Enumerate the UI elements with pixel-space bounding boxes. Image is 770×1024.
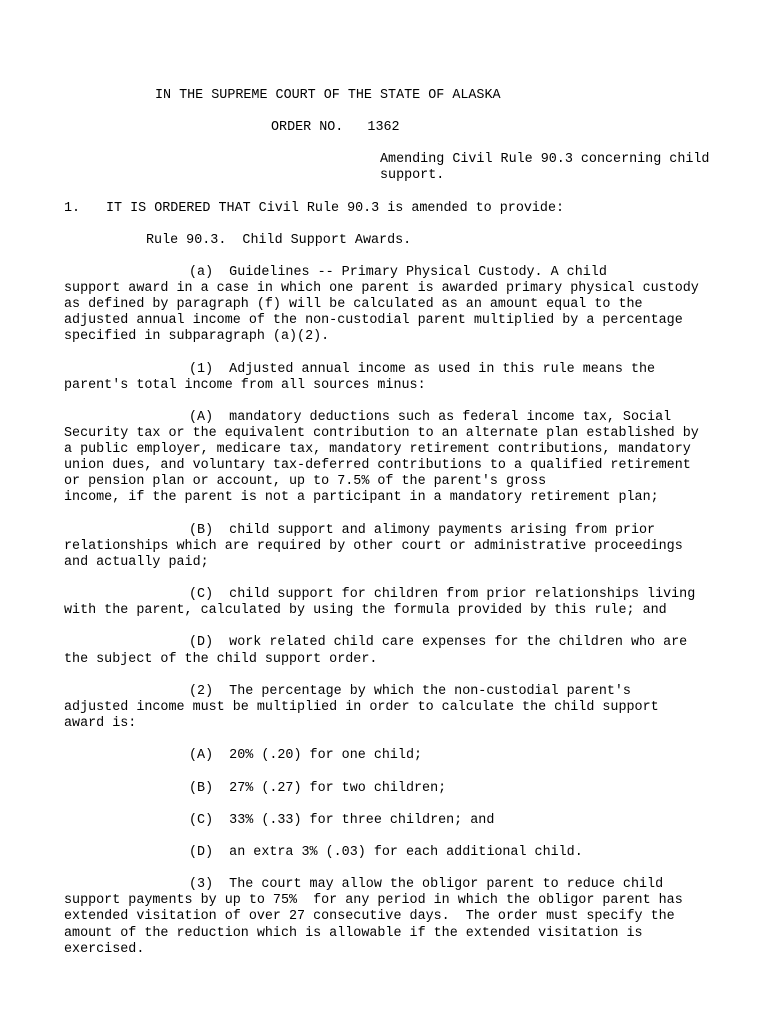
paragraph-a1B-line: relationships which are required by other court or administrative proceedings bbox=[64, 539, 683, 554]
paragraph-a1C-line: (C) child support for children from prior relationships living bbox=[189, 587, 696, 602]
paragraph-a3-line: support payments by up to 75% for any period in which the obligor parent has bbox=[64, 893, 683, 908]
percentage-item: (B) 27% (.27) for two children; bbox=[189, 781, 447, 796]
paragraph-a2-line: (2) The percentage by which the non-custodial parent's bbox=[189, 684, 631, 699]
paragraph-a1A-line: a public employer, medicare tax, mandatory retirement contributions, mandatory bbox=[64, 442, 691, 457]
paragraph-a3-line: amount of the reduction which is allowable if the extended visitation is bbox=[64, 926, 643, 941]
paragraph-a1A-line: income, if the parent is not a participant in a mandatory retirement plan; bbox=[64, 490, 659, 505]
paragraph-a-line: (a) Guidelines -- Primary Physical Custody. A child bbox=[189, 265, 607, 280]
paragraph-a3-line: extended visitation of over 27 consecutive days. The order must specify the bbox=[64, 909, 675, 924]
order-paragraph-text: IT IS ORDERED THAT Civil Rule 90.3 is amended to provide: bbox=[106, 201, 565, 216]
paragraph-a1A-line: union dues, and voluntary tax-deferred contributions to a qualified retirement bbox=[64, 458, 691, 473]
percentage-item: (A) 20% (.20) for one child; bbox=[189, 748, 423, 763]
court-heading: IN THE SUPREME COURT OF THE STATE OF ALASKA bbox=[155, 88, 501, 103]
paragraph-a1B-line: (B) child support and alimony payments arising from prior bbox=[189, 523, 656, 538]
paragraph-a3-line: exercised. bbox=[64, 942, 145, 957]
percentage-item: (D) an extra 3% (.03) for each additional child. bbox=[189, 845, 583, 860]
paragraph-a3-line: (3) The court may allow the obligor parent to reduce child bbox=[189, 877, 664, 892]
order-number: ORDER NO. 1362 bbox=[271, 120, 400, 135]
paragraph-a1B-line: and actually paid; bbox=[64, 555, 209, 570]
paragraph-a1A-line: Security tax or the equivalent contribution to an alternate plan established by bbox=[64, 426, 699, 441]
order-paragraph-number: 1. bbox=[64, 201, 81, 216]
paragraph-a1D-line: (D) work related child care expenses for the children who are bbox=[189, 635, 688, 650]
paragraph-a2-line: award is: bbox=[64, 716, 137, 731]
rule-title: Rule 90.3. Child Support Awards. bbox=[146, 233, 412, 248]
paragraph-a-line: as defined by paragraph (f) will be calculated as an amount equal to the bbox=[64, 297, 643, 312]
paragraph-a-line: specified in subparagraph (a)(2). bbox=[64, 329, 330, 344]
paragraph-a1D-line: the subject of the child support order. bbox=[64, 652, 378, 667]
paragraph-a-line: adjusted annual income of the non-custodial parent multiplied by a percentage bbox=[64, 313, 683, 328]
paragraph-a1C-line: with the parent, calculated by using the formula provided by this rule; and bbox=[64, 603, 667, 618]
caption-line: support. bbox=[380, 168, 445, 183]
paragraph-a1A-line: (A) mandatory deductions such as federal income tax, Social bbox=[189, 410, 672, 425]
percentage-item: (C) 33% (.33) for three children; and bbox=[189, 813, 495, 828]
paragraph-a1-line: parent's total income from all sources minus: bbox=[64, 378, 426, 393]
paragraph-a2-line: adjusted income must be multiplied in order to calculate the child support bbox=[64, 700, 659, 715]
paragraph-a1-line: (1) Adjusted annual income as used in this rule means the bbox=[189, 362, 656, 377]
caption-line: Amending Civil Rule 90.3 concerning child bbox=[380, 152, 710, 167]
paragraph-a-line: support award in a case in which one parent is awarded primary physical custody bbox=[64, 281, 699, 296]
paragraph-a1A-line: or pension plan or account, up to 7.5% of the parent's gross bbox=[64, 474, 547, 489]
